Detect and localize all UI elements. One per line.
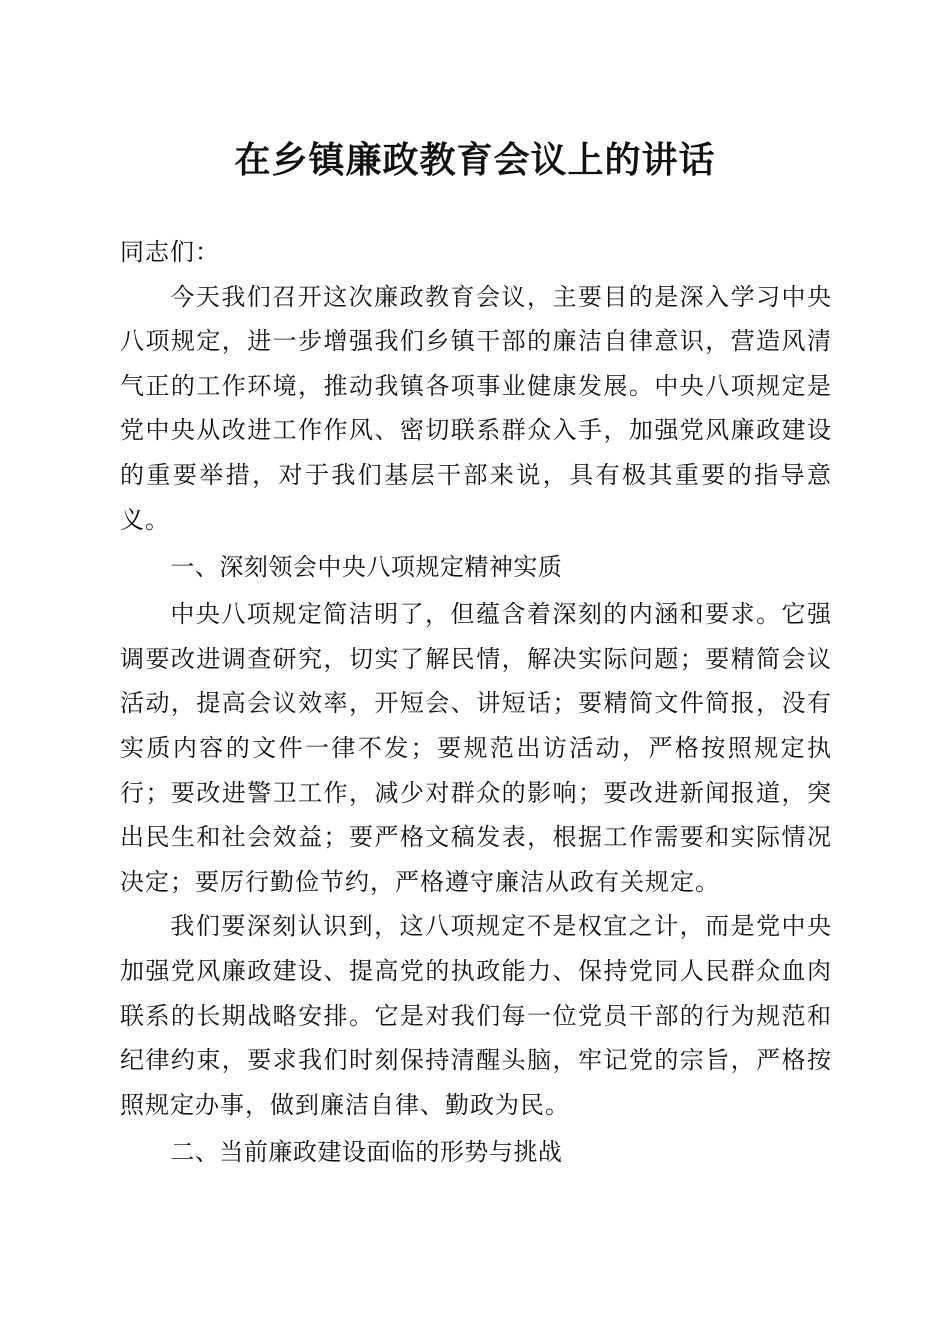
paragraph-section-1b: 我们要深刻认识到，这八项规定不是权宜之计，而是党中央加强党风廉政建设、提高党的执政能力、保持党同人民群众血肉联系的长期战略安排。它是对我们每一位党员干部的行为规范和纪律约束，要求我们时刻保持清醒头脑，牢记党的宗旨，严格按照规定办事，做到廉洁自律、勤政为民。 [120, 912, 832, 1119]
paragraph-intro: 今天我们召开这次廉政教育会议，主要目的是深入学习中央八项规定，进一步增强我们乡镇干部的廉洁自律意识，营造风清气正的工作环境，推动我镇各项事业健康发展。中央八项规定是党中央从改进工作作风、密切联系群众入手，加强党风廉政建设的重要举措，对于我们基层干部来说，具有极其重要的指导意义。 [120, 282, 832, 534]
section-heading-1: 一、深刻领会中央八项规定精神实质 [170, 553, 563, 582]
document-title: 在乡镇廉政教育会议上的讲话 [234, 139, 716, 181]
document-body [120, 230, 832, 1177]
paragraph-section-1a: 中央八项规定简洁明了，但蕴含着深刻的内涵和要求。它强调要改进调查研究，切实了解民情，解决实际问题；要精简会议活动，提高会议效率，开短会、讲短话；要精简文件简报，没有实质内容的文件一律不发；要规范出访活动，严格按照规定执行；要改进警卫工作，减少对群众的影响；要改进新闻报道，突出民生和社会效益；要严格文稿发表，根据工作需要和实际情况决定；要厉行勤俭节约，严格遵守廉洁从政有关规定。 [120, 600, 832, 896]
salutation: 同志们： [120, 238, 220, 266]
section-heading-2: 二、当前廉政建设面临的形势与挑战 [170, 1138, 563, 1167]
